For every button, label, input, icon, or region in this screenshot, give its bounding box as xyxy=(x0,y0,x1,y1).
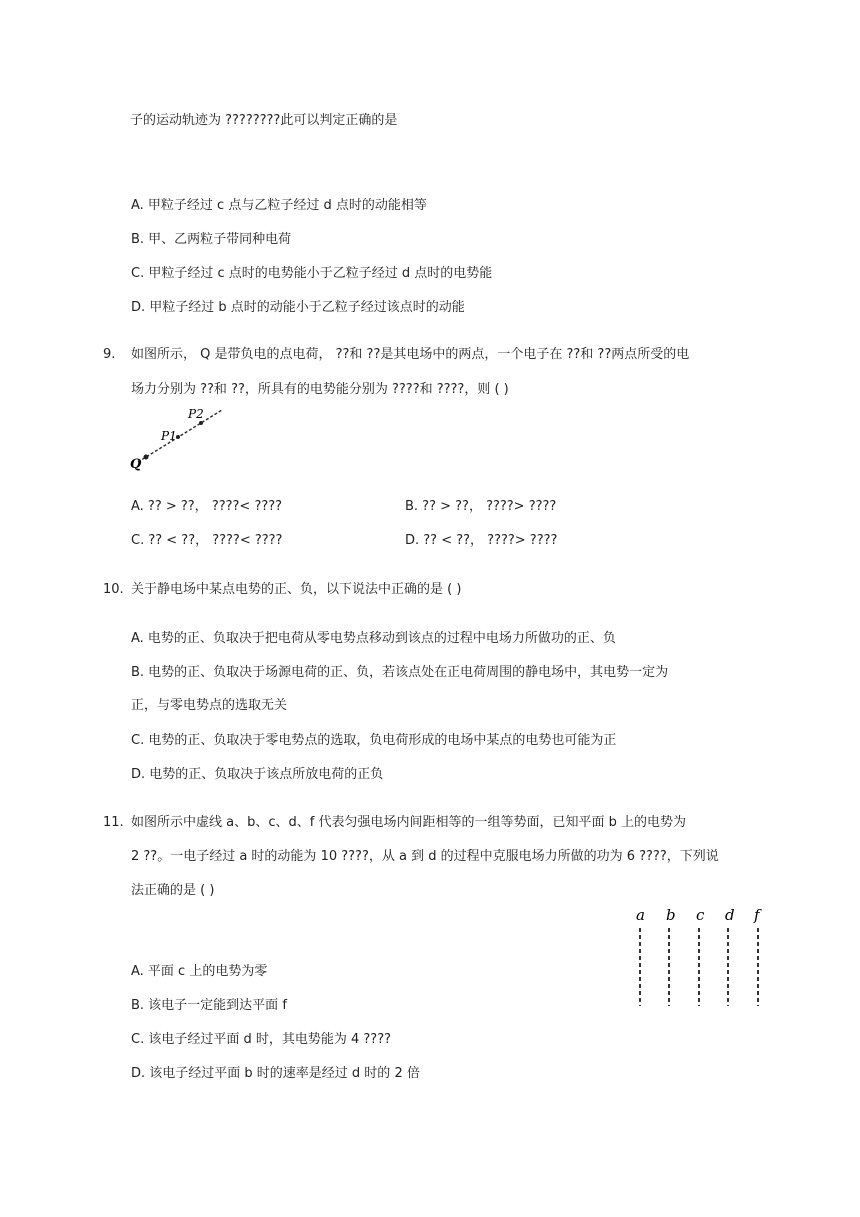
q11-option-a: A. 平面 c 上的电势为零 xyxy=(131,964,268,979)
q9-number: 9. xyxy=(103,347,116,362)
q8-option-a: A. 甲粒子经过 c 点与乙粒子经过 d 点时的动能相等 xyxy=(131,198,427,213)
plane-b-label: b xyxy=(666,906,676,924)
q8-option-b: B. 甲、乙两粒子带同种电荷 xyxy=(131,232,292,247)
q11-option-d: D. 该电子经过平面 b 时的速率是经过 d 时的 2 倍 xyxy=(131,1066,420,1081)
q8-option-c: C. 甲粒子经过 c 点时的电势能小于乙粒子经过 d 点时的电势能 xyxy=(131,266,493,281)
q11-option-c: C. 该电子经过平面 d 时，其电势能为 4 ???? xyxy=(131,1032,391,1047)
q11-option-b: B. 该电子一定能到达平面 f xyxy=(131,998,287,1013)
q8-option-d: D. 甲粒子经过 b 点时的动能小于乙粒子经过该点时的动能 xyxy=(131,300,465,315)
q10-number: 10. xyxy=(103,582,124,597)
plane-c-label: c xyxy=(696,906,705,924)
q9-stem-line1: 如图所示， Q 是带负电的点电荷， ??和 ??是其电场中的两点，一个电子在 ??和 ??两点所受的电 xyxy=(131,347,690,362)
q10-option-c: C. 电势的正、负取决于零电势点的选取，负电荷形成的电场中某点的电势也可能为正 xyxy=(131,733,617,748)
p1-label: P1 xyxy=(161,429,177,443)
q9-option-d: D. ?? < ??， ????> ???? xyxy=(405,533,558,548)
q10-stem: 关于静电场中某点电势的正、负，以下说法中正确的是 ( ) xyxy=(131,582,462,597)
plane-a-label: a xyxy=(636,906,645,924)
plane-f-label: f xyxy=(754,906,760,924)
q10-option-b-cont: 正，与零电势点的选取无关 xyxy=(131,698,288,713)
q9-option-c: C. ?? < ??， ????< ???? xyxy=(131,533,283,548)
q10-option-b: B. 电势的正、负取决于场源电荷的正、负，若该点处在正电荷周围的静电场中，其电势一定为 xyxy=(131,665,669,680)
q11-equipotential-figure xyxy=(630,906,770,1010)
q-point xyxy=(144,455,149,460)
q9-option-a: A. ?? > ??， ????< ???? xyxy=(131,499,283,514)
field-line xyxy=(138,410,222,462)
q10-option-a: A. 电势的正、负取决于把电荷从零电势点移动到该点的过程中电场力所做功的正、负 xyxy=(131,631,616,646)
q11-number: 11. xyxy=(103,815,124,830)
q-label: Q xyxy=(130,457,142,472)
q9-charge-figure xyxy=(128,404,228,474)
p2-point xyxy=(199,421,203,425)
q9-option-b: B. ?? > ??， ????> ???? xyxy=(405,499,557,514)
q11-stem-line3: 法正确的是 ( ) xyxy=(131,883,215,898)
q11-stem-line1: 如图所示中虚线 a、b、c、d、f 代表匀强电场内间距相等的一组等势面，已知平面 b 上的电势为 xyxy=(131,815,686,830)
plane-d-label: d xyxy=(725,906,735,924)
q10-option-d: D. 电势的正、负取决于该点所放电荷的正负 xyxy=(131,767,384,782)
q9-stem-line2: 场力分别为 ??和 ??，所具有的电势能分别为 ????和 ????，则 ( ) xyxy=(131,382,509,397)
q11-stem-line2: 2 ??。一电子经过 a 时的动能为 10 ????，从 a 到 d 的过程中克服电场力所做的功为 6 ????，下列说 xyxy=(131,849,719,864)
q8-stem-tail: 子的运动轨迹为 ????????此可以判定正确的是 xyxy=(130,113,398,128)
p2-label: P2 xyxy=(188,407,204,421)
